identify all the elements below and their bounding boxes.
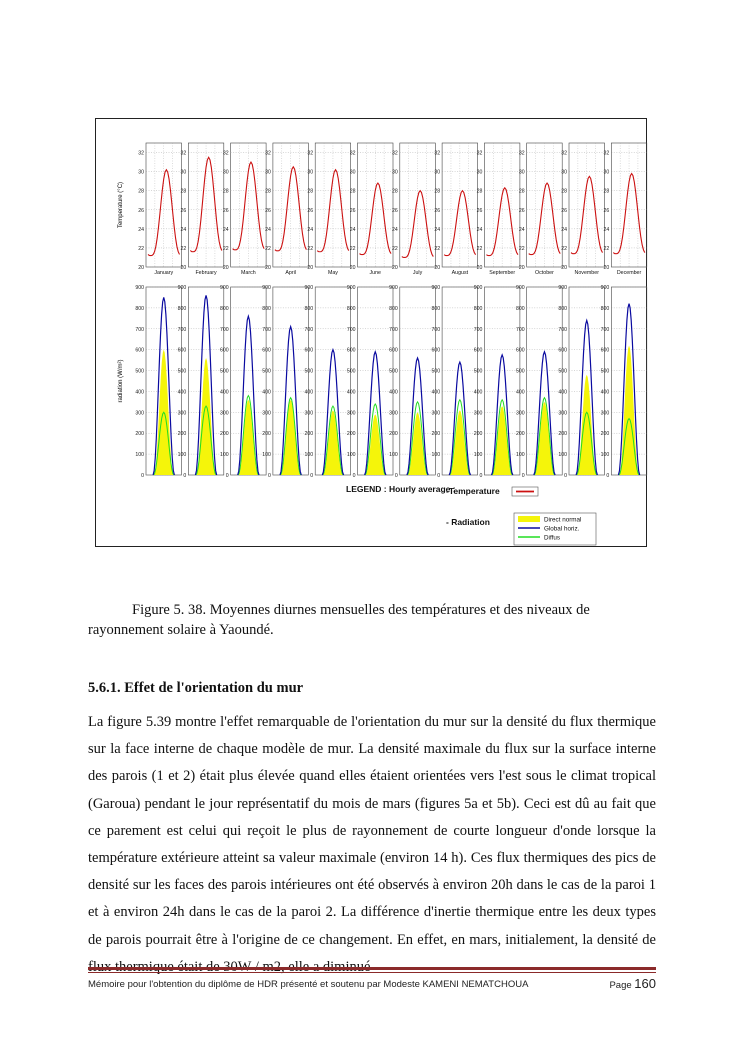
- rad-tick-label: 600: [558, 347, 567, 354]
- temp-tick-label: 32: [603, 150, 610, 157]
- temp-tick-label: 28: [349, 188, 356, 195]
- temp-tick-label: 28: [518, 188, 525, 195]
- temp-tick-label: 20: [603, 265, 610, 271]
- temp-tick-label: 24: [392, 226, 398, 233]
- rad-tick-label: 700: [600, 326, 610, 333]
- temp-tick-label: 28: [434, 188, 441, 195]
- temp-tick-label: 28: [222, 188, 229, 195]
- month-label: September: [489, 270, 516, 276]
- rad-tick-label: 300: [346, 410, 356, 417]
- rad-tick-label: 700: [219, 326, 229, 333]
- rad-tick-label: 800: [600, 305, 610, 312]
- temp-tick-label: 26: [392, 207, 398, 214]
- temp-tick-label: 30: [476, 169, 483, 176]
- month-label: November: [574, 270, 599, 276]
- temp-tick-label: 28: [476, 188, 483, 195]
- temp-tick-label: 30: [265, 169, 271, 176]
- temp-tick-label: 24: [349, 226, 356, 233]
- rad-tick-label: 400: [558, 389, 567, 396]
- temperature-curve: [486, 188, 518, 256]
- rad-tick-label: 500: [177, 368, 187, 375]
- month-label: May: [327, 270, 338, 276]
- temp-tick-label: 24: [518, 226, 525, 233]
- temp-tick-label: 22: [518, 245, 525, 252]
- rad-tick-label: 800: [558, 305, 567, 312]
- temp-tick-label: 30: [392, 169, 398, 176]
- temp-tick-label: 32: [434, 150, 441, 157]
- rad-tick-label: 100: [304, 452, 314, 459]
- rad-tick-label: 700: [304, 326, 314, 333]
- month-label: June: [369, 270, 381, 276]
- rad-tick-label: 800: [304, 305, 314, 312]
- temp-tick-label: 32: [222, 150, 229, 157]
- temp-tick-label: 32: [349, 150, 356, 157]
- temp-tick-label: 24: [476, 226, 483, 233]
- temp-tick-label: 32: [138, 150, 144, 157]
- temp-tick-label: 28: [603, 188, 610, 195]
- rad-tick-label: 300: [304, 410, 314, 417]
- temp-tick-label: 20: [561, 265, 567, 271]
- page-number-box: [609, 976, 656, 991]
- temp-tick-label: 24: [222, 226, 229, 233]
- temp-tick-label: 28: [180, 188, 187, 195]
- temp-tick-label: 26: [434, 207, 441, 214]
- temp-tick-label: 26: [265, 207, 271, 214]
- rad-tick-label: 800: [431, 305, 441, 312]
- rad-tick-label: 0: [268, 473, 271, 479]
- temp-tick-label: 26: [603, 207, 610, 214]
- rad-tick-label: 100: [516, 452, 525, 459]
- rad-tick-label: 900: [516, 285, 525, 291]
- rad-tick-label: 500: [304, 368, 314, 375]
- legend-radiation-label: - Radiation: [446, 517, 490, 527]
- temp-tick-label: 32: [561, 150, 567, 157]
- rad-tick-label: 0: [564, 473, 567, 479]
- rad-tick-label: 100: [262, 452, 271, 459]
- temp-tick-label: 20: [392, 265, 398, 271]
- rad-tick-label: 400: [135, 389, 144, 396]
- month-label: July: [412, 270, 423, 276]
- rad-tick-label: 200: [304, 431, 314, 438]
- rad-tick-label: 400: [219, 389, 229, 396]
- temp-tick-label: 30: [138, 169, 144, 176]
- rad-tick-label: 0: [479, 473, 483, 479]
- rad-tick-label: 100: [600, 452, 610, 459]
- rad-tick-label: 100: [431, 452, 441, 459]
- page-number: 160: [634, 976, 656, 991]
- legend-item-label: Direct normal: [544, 516, 582, 524]
- temp-tick-label: 24: [138, 226, 144, 233]
- page-label: Page: [609, 980, 632, 991]
- rad-tick-label: 0: [225, 473, 229, 479]
- rad-tick-label: 900: [304, 285, 314, 291]
- temp-tick-label: 30: [603, 169, 610, 176]
- rad-tick-label: 600: [219, 347, 229, 354]
- temp-tick-label: 20: [349, 265, 356, 271]
- temp-tick-label: 20: [476, 265, 483, 271]
- legend-swatch-direct: [518, 516, 540, 522]
- rad-tick-label: 300: [262, 410, 271, 417]
- chart-svg: [96, 119, 648, 548]
- rad-tick-label: 300: [600, 410, 610, 417]
- rad-tick-label: 700: [262, 326, 271, 333]
- month-label: January: [154, 270, 174, 276]
- footer-rule-thin: [88, 972, 656, 973]
- rad-tick-label: 100: [177, 452, 187, 459]
- rad-tick-label: 700: [473, 326, 483, 333]
- temperature-curve: [148, 170, 180, 256]
- rad-tick-label: 400: [516, 389, 525, 396]
- rad-tick-label: 400: [177, 389, 187, 396]
- rad-tick-label: 0: [521, 473, 525, 479]
- temp-tick-label: 28: [265, 188, 271, 195]
- rad-tick-label: 900: [177, 285, 187, 291]
- rad-tick-label: 900: [558, 285, 567, 291]
- temp-tick-label: 22: [392, 245, 398, 252]
- temp-tick-label: 26: [180, 207, 187, 214]
- rad-tick-label: 800: [473, 305, 483, 312]
- temp-tick-label: 24: [180, 226, 187, 233]
- rad-tick-label: 300: [389, 410, 398, 417]
- temp-tick-label: 30: [180, 169, 187, 176]
- temp-tick-label: 30: [518, 169, 525, 176]
- temp-tick-label: 28: [138, 188, 144, 195]
- rad-tick-label: 500: [516, 368, 525, 375]
- temp-tick-label: 22: [307, 245, 314, 252]
- rad-tick-label: 900: [262, 285, 271, 291]
- rad-tick-label: 200: [600, 431, 610, 438]
- rad-tick-label: 900: [346, 285, 356, 291]
- temp-tick-label: 24: [561, 226, 567, 233]
- rad-tick-label: 0: [352, 473, 356, 479]
- page-footer: [88, 976, 656, 991]
- rad-tick-label: 500: [135, 368, 144, 375]
- rad-tick-label: 0: [394, 473, 398, 479]
- rad-tick-label: 100: [346, 452, 356, 459]
- rad-tick-label: 200: [262, 431, 271, 438]
- rad-tick-label: 800: [389, 305, 398, 312]
- rad-tick-label: 200: [389, 431, 398, 438]
- temp-tick-label: 26: [307, 207, 314, 214]
- temp-tick-label: 28: [392, 188, 398, 195]
- rad-tick-label: 900: [219, 285, 229, 291]
- rad-tick-label: 800: [516, 305, 525, 312]
- temp-tick-label: 26: [349, 207, 356, 214]
- rad-tick-label: 400: [304, 389, 314, 396]
- rad-tick-label: 600: [431, 347, 441, 354]
- section-title: 5.6.1. Effet de l'orientation du mur: [88, 680, 304, 696]
- temp-tick-label: 26: [138, 207, 144, 214]
- month-label: February: [195, 270, 217, 276]
- rad-tick-label: 500: [346, 368, 356, 375]
- footer-text: Mémoire pour l'obtention du diplôme de HDR présenté et soutenu par Modeste KAMENI NEMATCHOUA: [88, 979, 529, 990]
- rad-tick-label: 900: [135, 285, 144, 291]
- rad-tick-label: 100: [558, 452, 567, 459]
- legend-item-label: Diffus: [544, 534, 560, 542]
- rad-tick-label: 100: [473, 452, 483, 459]
- rad-tick-label: 400: [600, 389, 610, 396]
- rad-tick-label: 800: [219, 305, 229, 312]
- temp-tick-label: 20: [180, 265, 187, 271]
- rad-tick-label: 600: [135, 347, 144, 354]
- temp-tick-label: 20: [518, 265, 525, 271]
- month-label: August: [451, 270, 469, 276]
- rad-tick-label: 400: [473, 389, 483, 396]
- rad-tick-label: 200: [219, 431, 229, 438]
- rad-tick-label: 100: [389, 452, 398, 459]
- rad-tick-label: 500: [558, 368, 567, 375]
- temp-tick-label: 22: [603, 245, 610, 252]
- rad-tick-label: 300: [219, 410, 229, 417]
- rad-tick-label: 600: [177, 347, 187, 354]
- temperature-ylabel: Temperature (°C): [118, 181, 124, 229]
- temp-tick-label: 32: [307, 150, 314, 157]
- temp-tick-label: 20: [307, 265, 314, 271]
- temp-tick-label: 22: [180, 245, 187, 252]
- temp-tick-label: 30: [222, 169, 229, 176]
- rad-tick-label: 200: [473, 431, 483, 438]
- rad-tick-label: 500: [389, 368, 398, 375]
- rad-tick-label: 900: [600, 285, 610, 291]
- temp-tick-label: 32: [265, 150, 271, 157]
- rad-tick-label: 400: [346, 389, 356, 396]
- month-label: March: [240, 270, 256, 276]
- temp-tick-label: 32: [392, 150, 398, 157]
- rad-tick-label: 100: [135, 452, 144, 459]
- temperature-curve: [190, 157, 222, 251]
- temp-tick-label: 28: [561, 188, 567, 195]
- legend-item-label: Global horiz.: [544, 525, 580, 533]
- temp-tick-label: 22: [265, 245, 271, 252]
- temp-tick-label: 24: [307, 226, 314, 233]
- rad-tick-label: 0: [437, 473, 441, 479]
- month-label: December: [616, 270, 642, 276]
- temp-tick-label: 22: [222, 245, 229, 252]
- rad-tick-label: 700: [346, 326, 356, 333]
- rad-tick-label: 200: [516, 431, 525, 438]
- rad-tick-label: 700: [177, 326, 187, 333]
- rad-tick-label: 900: [389, 285, 398, 291]
- rad-tick-label: 200: [431, 431, 441, 438]
- legend-temperature-label: -Temperature: [446, 486, 500, 496]
- rad-tick-label: 200: [177, 431, 187, 438]
- temp-tick-label: 22: [561, 245, 567, 252]
- temp-tick-label: 24: [434, 226, 441, 233]
- temp-tick-label: 30: [349, 169, 356, 176]
- temp-tick-label: 24: [265, 226, 271, 233]
- rad-tick-label: 700: [558, 326, 567, 333]
- temp-tick-label: 26: [561, 207, 567, 214]
- temp-tick-label: 26: [476, 207, 483, 214]
- rad-tick-label: 300: [135, 410, 144, 417]
- legend-title: LEGEND : Hourly average :: [346, 484, 456, 494]
- temp-tick-label: 30: [561, 169, 567, 176]
- month-label: October: [535, 270, 554, 276]
- temp-tick-label: 32: [476, 150, 483, 157]
- figure-caption: [88, 600, 656, 640]
- rad-tick-label: 600: [389, 347, 398, 354]
- rad-tick-label: 500: [262, 368, 271, 375]
- temp-tick-label: 20: [434, 265, 441, 271]
- rad-tick-label: 500: [219, 368, 229, 375]
- rad-tick-label: 700: [135, 326, 144, 333]
- temp-tick-label: 24: [603, 226, 610, 233]
- temperature-curve: [571, 176, 603, 253]
- rad-tick-label: 900: [473, 285, 483, 291]
- rad-tick-label: 600: [262, 347, 271, 354]
- rad-tick-label: 800: [177, 305, 187, 312]
- rad-tick-label: 200: [558, 431, 567, 438]
- figure-frame: [95, 118, 647, 547]
- rad-tick-label: 300: [177, 410, 187, 417]
- temperature-curve: [402, 191, 434, 258]
- rad-tick-label: 300: [558, 410, 567, 417]
- caption-text: Figure 5. 38. Moyennes diurnes mensuelles des températures et des niveaux de rayonnement solaire à Yaoundé.: [88, 602, 590, 638]
- temp-tick-label: 30: [434, 169, 441, 176]
- rad-tick-label: 700: [516, 326, 525, 333]
- rad-tick-label: 400: [262, 389, 271, 396]
- rad-tick-label: 600: [346, 347, 356, 354]
- rad-tick-label: 300: [431, 410, 441, 417]
- rad-tick-label: 0: [310, 473, 314, 479]
- footer-rule: [88, 967, 656, 970]
- temp-tick-label: 22: [434, 245, 441, 252]
- rad-tick-label: 700: [389, 326, 398, 333]
- rad-tick-label: 600: [304, 347, 314, 354]
- rad-tick-label: 0: [606, 473, 610, 479]
- rad-tick-label: 100: [219, 452, 229, 459]
- rad-tick-label: 200: [135, 431, 144, 438]
- rad-tick-label: 700: [431, 326, 441, 333]
- temp-tick-label: 22: [138, 245, 144, 252]
- rad-tick-label: 0: [141, 473, 144, 479]
- radiation-ylabel: radiation (W/m²): [118, 359, 124, 403]
- rad-tick-label: 500: [431, 368, 441, 375]
- rad-tick-label: 500: [600, 368, 610, 375]
- body-paragraph: La figure 5.39 montre l'effet remarquable de l'orientation du mur sur la densité du flux thermique sur la face interne de chaque modèle de mur. La densité maximale du flux sur la surface interne des parois (1 et 2) était plus élevée quand elles étaient orientées vers l'est sous le climat tropical (Garoua) pendant le jour représentatif du mois de mars (figures 5a et 5b). Ceci est dû au fait que ce parement est celui qui reçoit le plus de rayonnement de courte longueur d'onde lorsque la température extérieure atteint sa valeur maximale (environ 14 h). Ces flux thermiques des pics de densité sur les faces des parois intérieures ont été observés à environ 20h dans le cas de la paroi 1 et à environ 24h dans le cas de la paroi 2. La différence d'inertie thermique entre les deux types de parois pourrait être à l'origine de ce changement. En effet, en mars, initialement, la densité de: [88, 714, 656, 948]
- temp-tick-label: 20: [265, 265, 271, 271]
- rad-tick-label: 600: [600, 347, 610, 354]
- rad-tick-label: 600: [473, 347, 483, 354]
- temp-tick-label: 26: [222, 207, 229, 214]
- rad-tick-label: 800: [135, 305, 144, 312]
- month-label: April: [285, 270, 296, 276]
- temp-tick-label: 20: [222, 265, 229, 271]
- rad-tick-label: 800: [346, 305, 356, 312]
- rad-tick-label: 400: [431, 389, 441, 396]
- rad-tick-label: 900: [431, 285, 441, 291]
- temp-tick-label: 20: [138, 265, 144, 271]
- rad-tick-label: 0: [183, 473, 187, 479]
- temp-tick-label: 32: [518, 150, 525, 157]
- rad-tick-label: 300: [516, 410, 525, 417]
- temp-tick-label: 32: [180, 150, 187, 157]
- rad-tick-label: 600: [516, 347, 525, 354]
- rad-tick-label: 200: [346, 431, 356, 438]
- temp-tick-label: 26: [518, 207, 525, 214]
- rad-tick-label: 300: [473, 410, 483, 417]
- rad-tick-label: 500: [473, 368, 483, 375]
- temp-tick-label: 30: [307, 169, 314, 176]
- rad-tick-label: 800: [262, 305, 271, 312]
- temp-tick-label: 22: [349, 245, 356, 252]
- rad-tick-label: 400: [389, 389, 398, 396]
- temp-tick-label: 22: [476, 245, 483, 252]
- temp-tick-label: 28: [307, 188, 314, 195]
